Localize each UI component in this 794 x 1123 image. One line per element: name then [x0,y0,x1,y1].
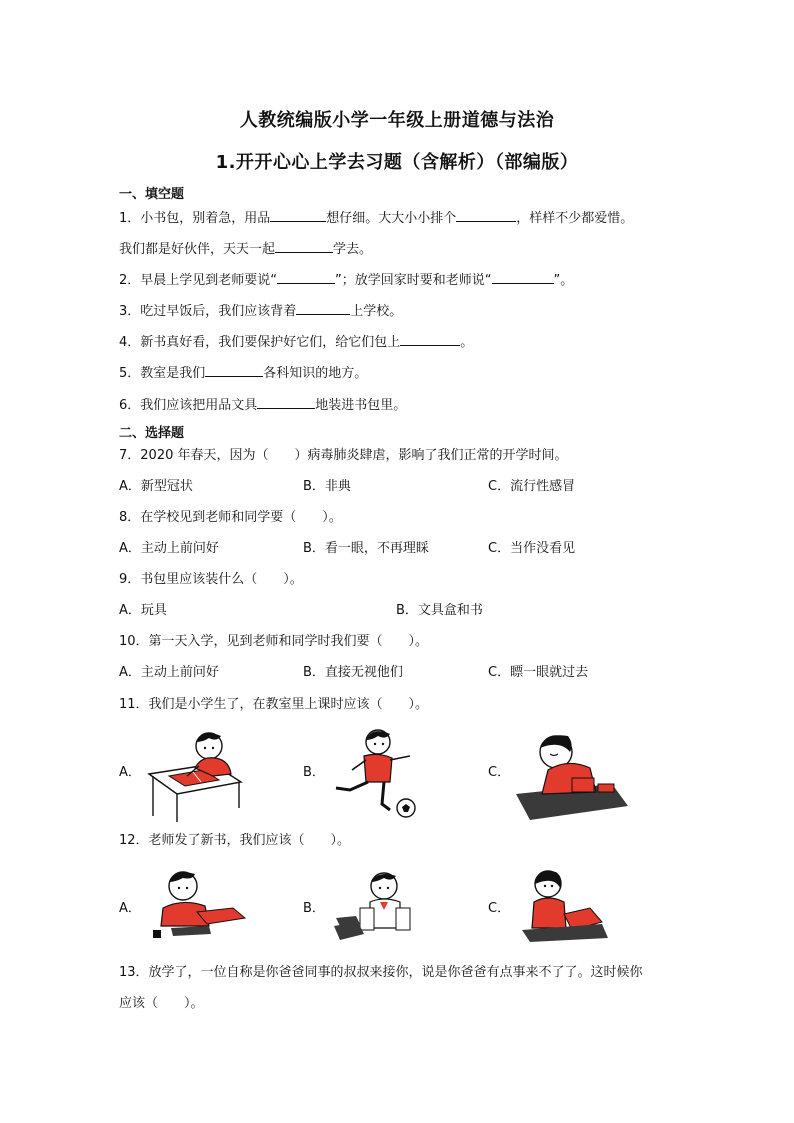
question-1-line-1: 1．小书包，别着急，用品 想仔细。大大小小排个 ，样样不少都爱惜。 [119,211,634,226]
child-wrapping-book-illustration[interactable] [512,866,612,946]
section-fill-in: 一、填空题 [119,187,185,202]
option-8a[interactable]: A．主动上前问好 [119,541,219,556]
option-7b[interactable]: B．非典 [303,479,351,494]
option-7c[interactable]: C．流行性感冒 [488,479,576,494]
option-7a[interactable]: A．新型冠状 [119,479,193,494]
question-12: 12．老师发了新书，我们应该（ ）。 [119,833,351,848]
answer-blank[interactable] [296,302,350,315]
answer-blank[interactable] [275,240,333,253]
child-reading-book-illustration[interactable] [330,868,430,946]
question-13-line-1: 13．放学了，一位自称是你爸爸同事的叔叔来接你，说是你爸爸有点事来不了了。这时候你 [119,965,643,980]
option-12a[interactable]: A． [119,901,141,916]
option-10c[interactable]: C．瞟一眼就过去 [488,665,589,680]
option-8b[interactable]: B．看一眼，不再理睬 [303,541,429,556]
option-10b[interactable]: B．直接无视他们 [303,665,403,680]
option-9a[interactable]: A．玩具 [119,603,167,618]
question-1-line-2: 我们都是好伙伴，天天一起 学去。 [119,242,373,257]
option-11a[interactable]: A． [119,765,141,780]
option-11b[interactable]: B． [303,765,325,780]
question-2: 2．早晨上学见到老师要说“ ”；放学回家时要和老师说“ ”。 [119,273,574,288]
section-multiple-choice: 二、选择题 [119,426,185,441]
question-11: 11．我们是小学生了，在教室里上课时应该（ ）。 [119,697,429,712]
child-writing-illustration[interactable] [143,724,243,824]
option-10a[interactable]: A．主动上前问好 [119,665,219,680]
child-tearing-book-illustration[interactable] [143,864,251,944]
option-12b[interactable]: B． [303,901,325,916]
question-7: 7．2020 年春天，因为（ ）病毒肺炎肆虐，影响了我们正常的开学时间。 [119,448,568,463]
page-title: 人教统编版小学一年级上册道德与法治 [239,110,555,131]
question-4: 4．新书真好看，我们要保护好它们，给它们包上 。 [119,335,474,350]
answer-blank[interactable] [277,271,335,284]
child-sleeping-at-desk-illustration[interactable] [512,722,630,822]
answer-blank[interactable] [400,333,460,346]
option-11c[interactable]: C． [488,765,511,780]
question-3: 3．吃过早饭后，我们应该背着 上学校。 [119,304,403,319]
question-5: 5．教室是我们 各科知识的地方。 [119,366,368,381]
answer-blank[interactable] [456,209,516,222]
question-6: 6．我们应该把用品文具 地装进书包里。 [119,398,407,413]
question-10: 10．第一天入学，见到老师和同学时我们要（ ）。 [119,634,429,649]
answer-blank[interactable] [270,209,326,222]
page-subtitle: 1.开开心心上学去习题（含解析）（部编版） [215,152,579,173]
question-13-line-2: 应该（ ）。 [119,996,204,1011]
answer-blank[interactable] [205,364,263,377]
question-9: 9．书包里应该装什么（ ）。 [119,572,303,587]
child-kicking-ball-illustration[interactable] [330,726,420,821]
option-9b[interactable]: B．文具盒和书 [396,603,483,618]
question-8: 8．在学校见到老师和同学要（ ）。 [119,510,342,525]
option-8c[interactable]: C．当作没看见 [488,541,576,556]
answer-blank[interactable] [257,396,315,409]
answer-blank[interactable] [492,271,554,284]
option-12c[interactable]: C． [488,901,511,916]
